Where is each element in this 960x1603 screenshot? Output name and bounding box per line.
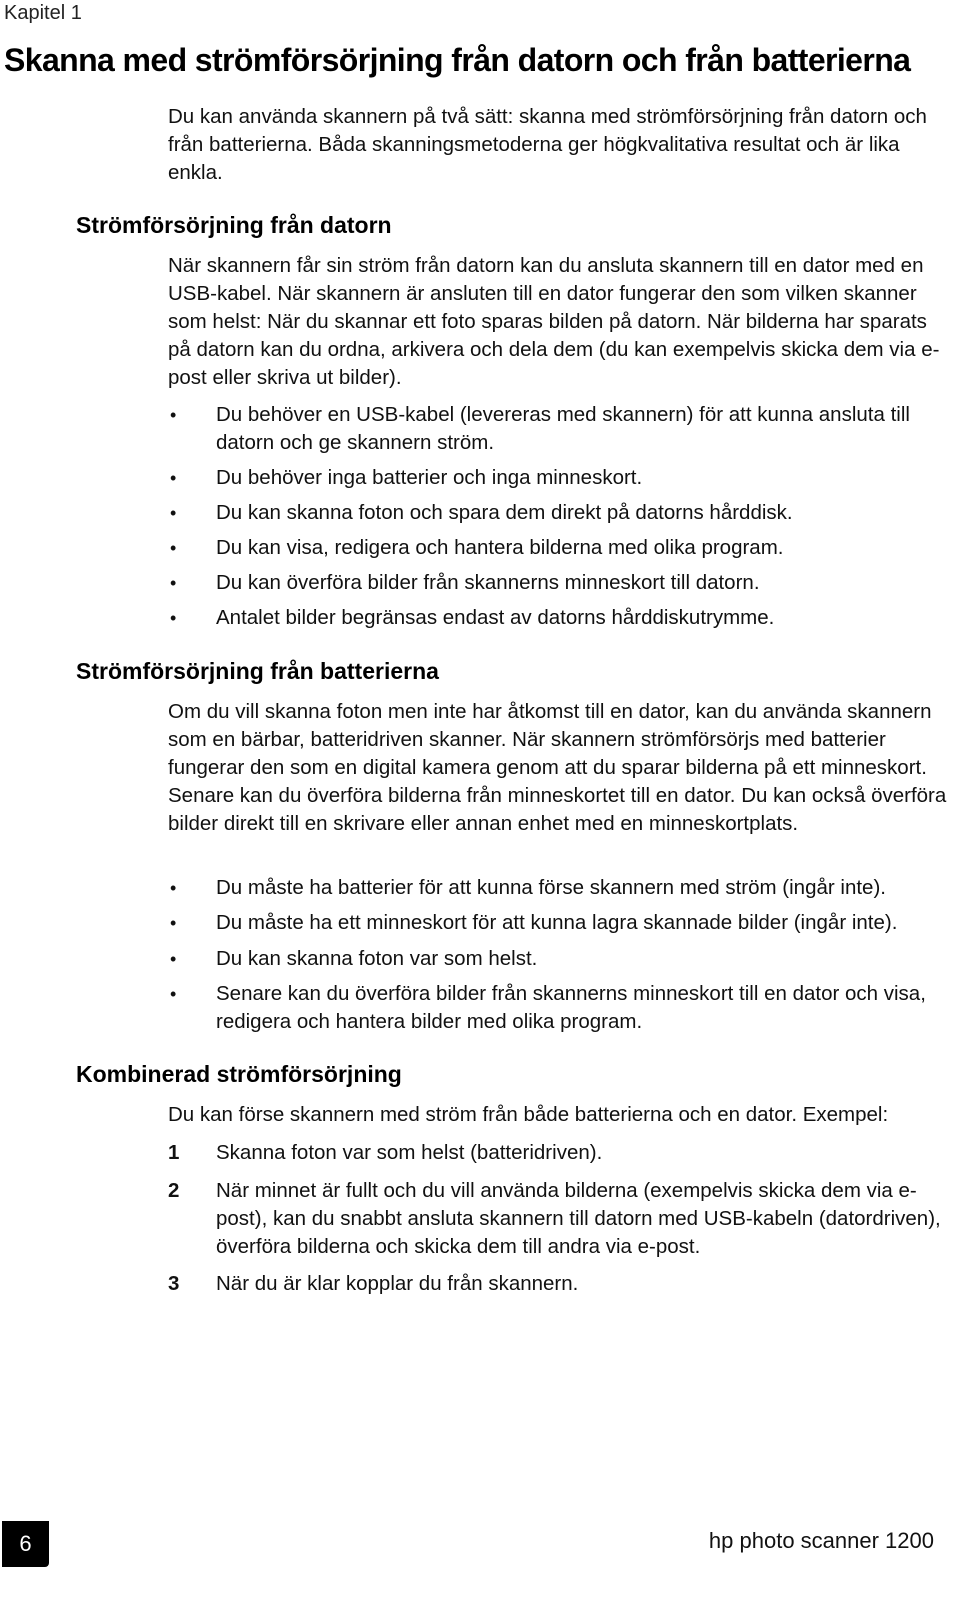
list-item-text: Du kan skanna foton var som helst. — [216, 947, 538, 970]
list-item — [168, 945, 950, 973]
list-item — [168, 401, 950, 457]
step-text: Skanna foton var som helst (batteridriven). — [216, 1141, 603, 1164]
list-item-text: Antalet bilder begränsas endast av datorns hårddiskutrymme. — [216, 606, 775, 629]
footer-product-name: hp photo scanner 1200 — [708, 1528, 934, 1553]
list-item-text: Du kan skanna foton och spara dem direkt på datorns hårddisk. — [216, 501, 793, 524]
numbered-step — [168, 1270, 950, 1298]
list-item — [168, 909, 950, 937]
page-number: 6 — [2, 1521, 49, 1567]
page-title: Skanna med strömförsörjning från datorn och från batterierna — [4, 42, 911, 78]
section-heading-combined: Kombinerad strömförsörjning — [76, 1061, 402, 1087]
step-number: 3 — [168, 1272, 180, 1295]
bullet-icon: • — [170, 468, 177, 488]
bullet-icon: • — [170, 878, 177, 898]
list-item-text: Du behöver en USB-kabel (levereras med skannern) för att kunna ansluta till datorn och ge skannern ström. — [216, 403, 910, 454]
combined-paragraph: Du kan förse skannern med ström från både batterierna och en dator. Exempel: — [168, 1103, 889, 1126]
chapter-label: Kapitel 1 — [4, 2, 82, 24]
intro-paragraph: Du kan använda skannern på två sätt: skanna med strömförsörjning från datorn och från batterierna. Båda skanningsmetoderna ger högkvalitativa resultat och är lika enkla. — [168, 105, 927, 184]
list-item — [168, 464, 950, 492]
list-item — [168, 980, 950, 1036]
bullet-icon: • — [170, 608, 177, 628]
step-number: 2 — [168, 1179, 180, 1202]
numbered-step — [168, 1177, 950, 1261]
list-item — [168, 604, 950, 632]
section-heading-batteries: Strömförsörjning från batterierna — [76, 658, 439, 684]
bullet-icon: • — [170, 913, 177, 933]
bullet-icon: • — [170, 949, 177, 969]
list-item — [168, 569, 950, 597]
bullet-icon: • — [170, 503, 177, 523]
list-item-text: Senare kan du överföra bilder från skannerns minneskort till en dator och visa, redigera och hantera bilder med olika program. — [216, 982, 926, 1033]
bullet-icon: • — [170, 405, 177, 425]
numbered-step — [168, 1139, 950, 1167]
step-text: När du är klar kopplar du från skannern. — [216, 1272, 579, 1295]
list-item-text: Du måste ha ett minneskort för att kunna lagra skannade bilder (ingår inte). — [216, 911, 898, 934]
bullet-icon: • — [170, 984, 177, 1004]
list-item-text: Du kan visa, redigera och hantera bilderna med olika program. — [216, 536, 784, 559]
bullet-icon: • — [170, 538, 177, 558]
step-number: 1 — [168, 1141, 180, 1164]
batteries-paragraph: Om du vill skanna foton men inte har åtkomst till en dator, kan du använda skannern som en bärbar, batteridriven skanner. När skannern strömförsörjs med batterier fungerar den som en digital kamera genom att du sparar bilderna på ett minneskort. Senare kan du överföra bilderna från minneskortet till en dator. Du kan också överföra bilder direkt till en skrivare eller annan enhet med en minneskortplats. — [168, 700, 947, 835]
list-item-text: Du behöver inga batterier och inga minneskort. — [216, 466, 643, 489]
bullet-icon: • — [170, 573, 177, 593]
step-text: När minnet är fullt och du vill använda bilderna (exempelvis skicka dem via e-post), kan du snabbt ansluta skannern till datorn med USB-kabeln (datordriven), överföra bilderna och skicka dem till andra via e-post. — [216, 1179, 941, 1258]
list-item — [168, 499, 950, 527]
section-heading-computer: Strömförsörjning från datorn — [76, 212, 392, 238]
list-item-text: Du måste ha batterier för att kunna förse skannern med ström (ingår inte). — [216, 876, 886, 899]
list-item — [168, 534, 950, 562]
list-item-text: Du kan överföra bilder från skannerns minneskort till datorn. — [216, 571, 760, 594]
computer-paragraph: När skannern får sin ström från datorn kan du ansluta skannern till en dator med en USB-kabel. När skannern är ansluten till en dator fungerar den som vilken skanner som helst: När du skannar ett foto sparas bilden på datorn. När bilderna har sparats på datorn kan du ordna, arkivera och dela dem (du kan exempelvis skicka dem via e-post eller skriva ut bilder). — [168, 254, 940, 389]
list-item — [168, 874, 950, 902]
